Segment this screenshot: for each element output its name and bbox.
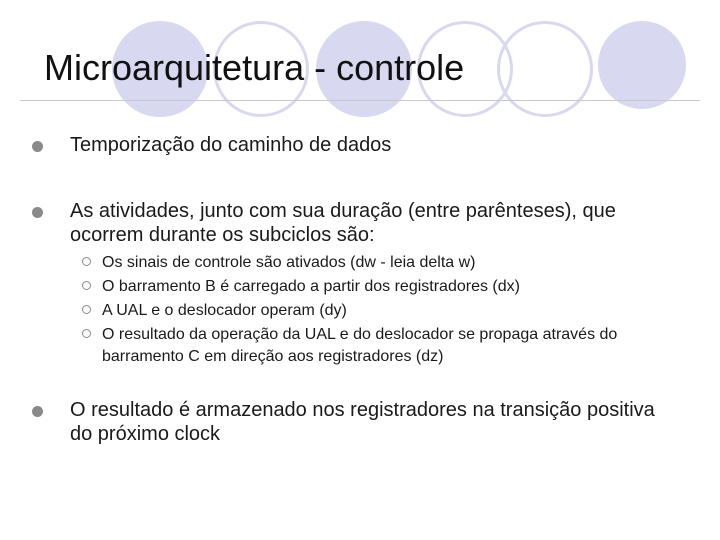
bullet-dot-icon bbox=[32, 141, 43, 152]
sub-bullet-text: Os sinais de controle são ativados (dw - leia delta w) bbox=[102, 254, 476, 271]
sub-bullet-ring-icon bbox=[82, 281, 91, 290]
decorative-circle bbox=[598, 21, 686, 109]
sub-bullet-text: A UAL e o deslocador operam (dy) bbox=[102, 302, 347, 319]
bullet-text: Temporização do caminho de dados bbox=[70, 134, 392, 156]
sub-bullet-ring-icon bbox=[82, 257, 91, 266]
bullet-text: As atividades, junto com sua duração (entre parênteses), que ocorrem durante os subciclos são: bbox=[70, 200, 616, 246]
sub-bullet-text: O barramento B é carregado a partir dos registradores (dx) bbox=[102, 278, 520, 295]
sub-bullet-ring-icon bbox=[82, 329, 91, 338]
decorative-circle-ring bbox=[497, 21, 593, 117]
bullet-dot-icon bbox=[32, 207, 43, 218]
bullet-text: O resultado é armazenado nos registradores na transição positiva do próximo clock bbox=[70, 399, 655, 445]
sub-bullet-text: O resultado da operação da UAL e do deslocador se propaga através do barramento C em direção aos registradores (dz) bbox=[102, 326, 618, 365]
slide-title: Microarquitetura - controle bbox=[44, 47, 465, 88]
sub-bullet-ring-icon bbox=[82, 305, 91, 314]
bullet-dot-icon bbox=[32, 406, 43, 417]
title-divider bbox=[20, 100, 700, 101]
